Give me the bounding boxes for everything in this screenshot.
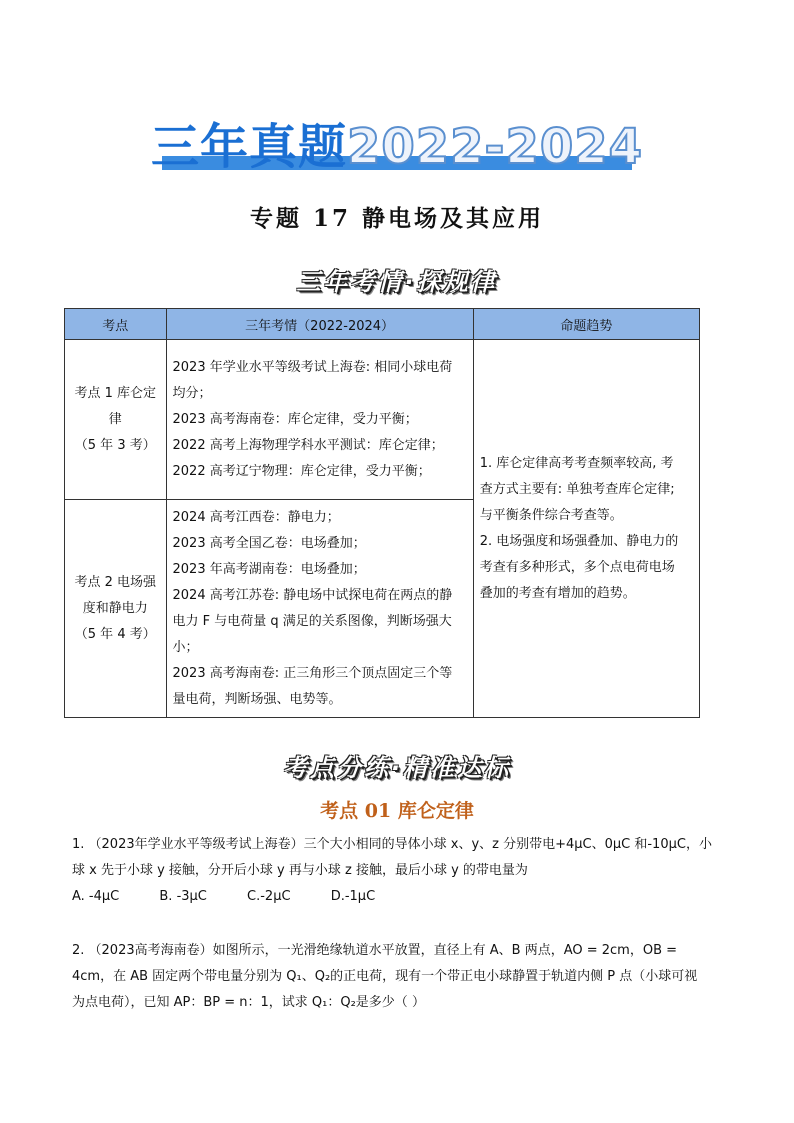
exam-line: 量电荷，判断场强、电势等。 xyxy=(172,691,342,707)
section-heading-trends: 三年考情·探规律 xyxy=(296,268,498,296)
table-row xyxy=(65,340,700,500)
topic-line: 考点 2 电场强 xyxy=(74,574,157,590)
topic-line: 考点 1 库仑定 xyxy=(74,385,157,401)
option-a: A. -4μC xyxy=(72,889,120,904)
document-title: 专题 17 静电场及其应用 xyxy=(249,205,545,232)
banner-part1: 三年真题 xyxy=(150,119,347,175)
question-1 xyxy=(72,832,722,910)
trend-line: 与平衡条件综合考查等。 xyxy=(479,507,623,523)
question-2 xyxy=(72,938,722,1016)
topic-line: 律 xyxy=(108,411,122,427)
trend-line: 考查有多种形式，多个点电荷电场 xyxy=(479,559,675,575)
answer-options xyxy=(72,884,722,910)
topic-cell xyxy=(65,340,167,500)
question-text: 2. （2023高考海南卷）如图所示，一光滑绝缘轨道水平放置，直径上有 A、B 两点，AO = 2cm，OB = xyxy=(72,943,678,958)
exam-line: 2023 年学业水平等级考试上海卷: 相同小球电荷 xyxy=(172,359,453,375)
question-text: 为点电荷），已知 AP：BP = n：1，试求 Q₁：Q₂是多少（ ） xyxy=(72,995,425,1010)
exams-cell xyxy=(166,500,473,718)
trend-cell xyxy=(473,340,699,718)
trend-line: 2. 电场强度和场强叠加、静电力的 xyxy=(479,533,679,549)
trend-line: 1. 库仑定律高考考查频率较高, 考 xyxy=(479,455,674,471)
exam-line: 2023 高考海南卷：库仑定律，受力平衡； xyxy=(172,411,418,427)
exam-line: 2024 高考江西卷：静电力； xyxy=(172,509,340,525)
topic-cell xyxy=(65,500,167,718)
exam-line: 2022 高考辽宁物理：库仑定律，受力平衡； xyxy=(172,463,431,479)
trend-line: 叠加的考查有增加的趋势。 xyxy=(479,585,636,601)
exam-line: 2024 高考江苏卷: 静电场中试探电荷在两点的静 xyxy=(172,587,453,603)
exam-line: 电力 F 与电荷量 q 满足的关系图像，判断场强大 xyxy=(172,613,452,629)
option-c: C.-2μC xyxy=(247,889,291,904)
exam-line: 2023 高考全国乙卷：电场叠加； xyxy=(172,535,366,551)
banner-text xyxy=(0,118,794,176)
exams-cell xyxy=(166,340,473,500)
topic-line: 度和静电力 xyxy=(82,600,148,616)
question-text: 4cm，在 AB 固定两个带电量分别为 Q₁、Q₂的正电荷，现有一个带正电小球静置于轨道内侧 P 点（小球可视 xyxy=(72,969,698,984)
header-topic: 考点 xyxy=(65,309,167,340)
table-header-row xyxy=(65,309,700,340)
exam-trend-table xyxy=(64,308,700,718)
header-exams: 三年考情（2022-2024） xyxy=(166,309,473,340)
topic-line: （5 年 3 考） xyxy=(74,437,156,453)
exam-line: 小； xyxy=(172,639,199,655)
exam-line: 2022 高考上海物理学科水平测试：库仑定律； xyxy=(172,437,444,453)
exam-line: 2023 年高考湖南卷：电场叠加； xyxy=(172,561,366,577)
header-trend: 命题趋势 xyxy=(473,309,699,340)
section-heading-practice: 考点分练·精准达标 xyxy=(282,754,512,782)
exam-line: 均分； xyxy=(172,385,212,401)
option-b: B. -3μC xyxy=(159,889,207,904)
topic-line: （5 年 4 考） xyxy=(74,626,156,642)
exam-line: 2023 高考海南卷: 正三角形三个顶点固定三个等 xyxy=(172,665,453,681)
title-banner xyxy=(0,118,794,178)
trend-line: 查方式主要有: 单独考查库仑定律; xyxy=(479,481,675,497)
banner-part2: 2022-2024 xyxy=(346,119,644,175)
subsection-title: 考点 01 库仑定律 xyxy=(320,800,474,822)
question-text: 1. （2023年学业水平等级考试上海卷）三个大小相同的导体小球 x、y、z 分别带电+4μC、0μC 和-10μC，小 xyxy=(72,837,712,852)
option-d: D.-1μC xyxy=(330,889,376,904)
question-text: 球 x 先于小球 y 接触，分开后小球 y 再与小球 z 接触，最后小球 y 的带电量为 xyxy=(72,863,528,878)
